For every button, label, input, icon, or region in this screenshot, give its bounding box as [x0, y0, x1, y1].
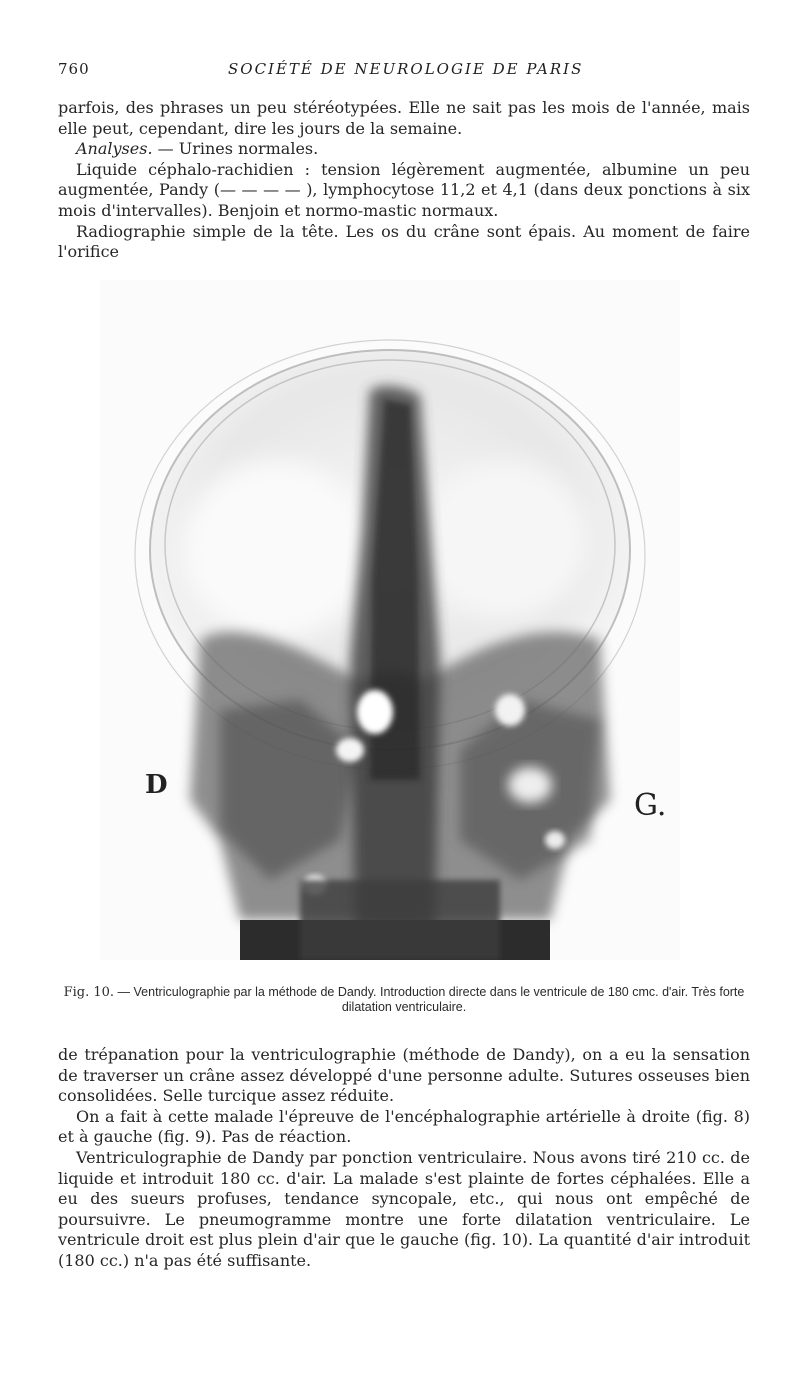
paragraph: On a fait à cette malade l'épreuve de l'encéphalographie artérielle à droite (fig. 8) et à gauche (fig. 9). Pas de réaction.	[58, 1106, 750, 1147]
analyses-text: — Urines normales.	[152, 139, 319, 159]
paragraph: de trépanation pour la ventriculographie (méthode de Dandy), on a eu la sensation de traverser un crâne assez développé d'une personne adulte. Sutures osseuses bien consolidées. Selle turcique assez réduite.	[58, 1045, 750, 1106]
caption-text: — Ventriculographie par la méthode de Dandy. Introduction directe dans le ventricule de 180 cmc. d'air. Très forte dilatation ventriculaire.	[114, 985, 745, 1014]
radiograph-figure	[100, 280, 680, 960]
page-number: 760	[58, 60, 90, 78]
caption-label: Fig. 10.	[63, 985, 115, 1000]
ventriculogram-image	[100, 280, 680, 960]
page-header	[58, 60, 748, 84]
figure-label-right-side: D	[145, 770, 168, 800]
running-title: SOCIÉTÉ DE NEUROLOGIE DE PARIS	[228, 60, 584, 78]
analyses-label: Analyses.	[76, 139, 153, 159]
text-block-top	[58, 98, 750, 263]
paragraph: Radiographie simple de la tête. Les os du crâne sont épais. Au moment de faire l'orifice	[58, 221, 750, 262]
figure-label-left-side: G.	[634, 788, 667, 823]
paragraph: Liquide céphalo-rachidien : tension légèrement augmentée, albumine un peu augmentée, Pandy (— — — — ), lymphocytose 11,2 et 4,1 (dans deux ponctions à six mois d'intervalles). Benjoin et normo-mastic normaux.	[58, 159, 750, 220]
text-block-bottom	[58, 1045, 750, 1272]
paragraph: Ventriculographie de Dandy par ponction ventriculaire. Nous avons tiré 210 cc. de liquide et introduit 180 cc. d'air. La malade s'est plainte de fortes céphalées. Elle a eu des sueurs profuses, tendance syncopale, etc., qui nous ont empêché de poursuivre. Le pneumogramme montre une forte dilatation ventriculaire. Le ventricule droit est plus plein d'air que le gauche (fig. 10). La quantité d'air introduit (180 cc.) n'a pas été suffisante.	[58, 1147, 750, 1270]
paragraph: parfois, des phrases un peu stéréotypées. Elle ne sait pas les mois de l'année, mais elle peut, cependant, dire les jours de la semaine.	[58, 98, 750, 138]
paragraph-analyses	[58, 139, 750, 160]
figure-caption	[58, 985, 750, 1015]
